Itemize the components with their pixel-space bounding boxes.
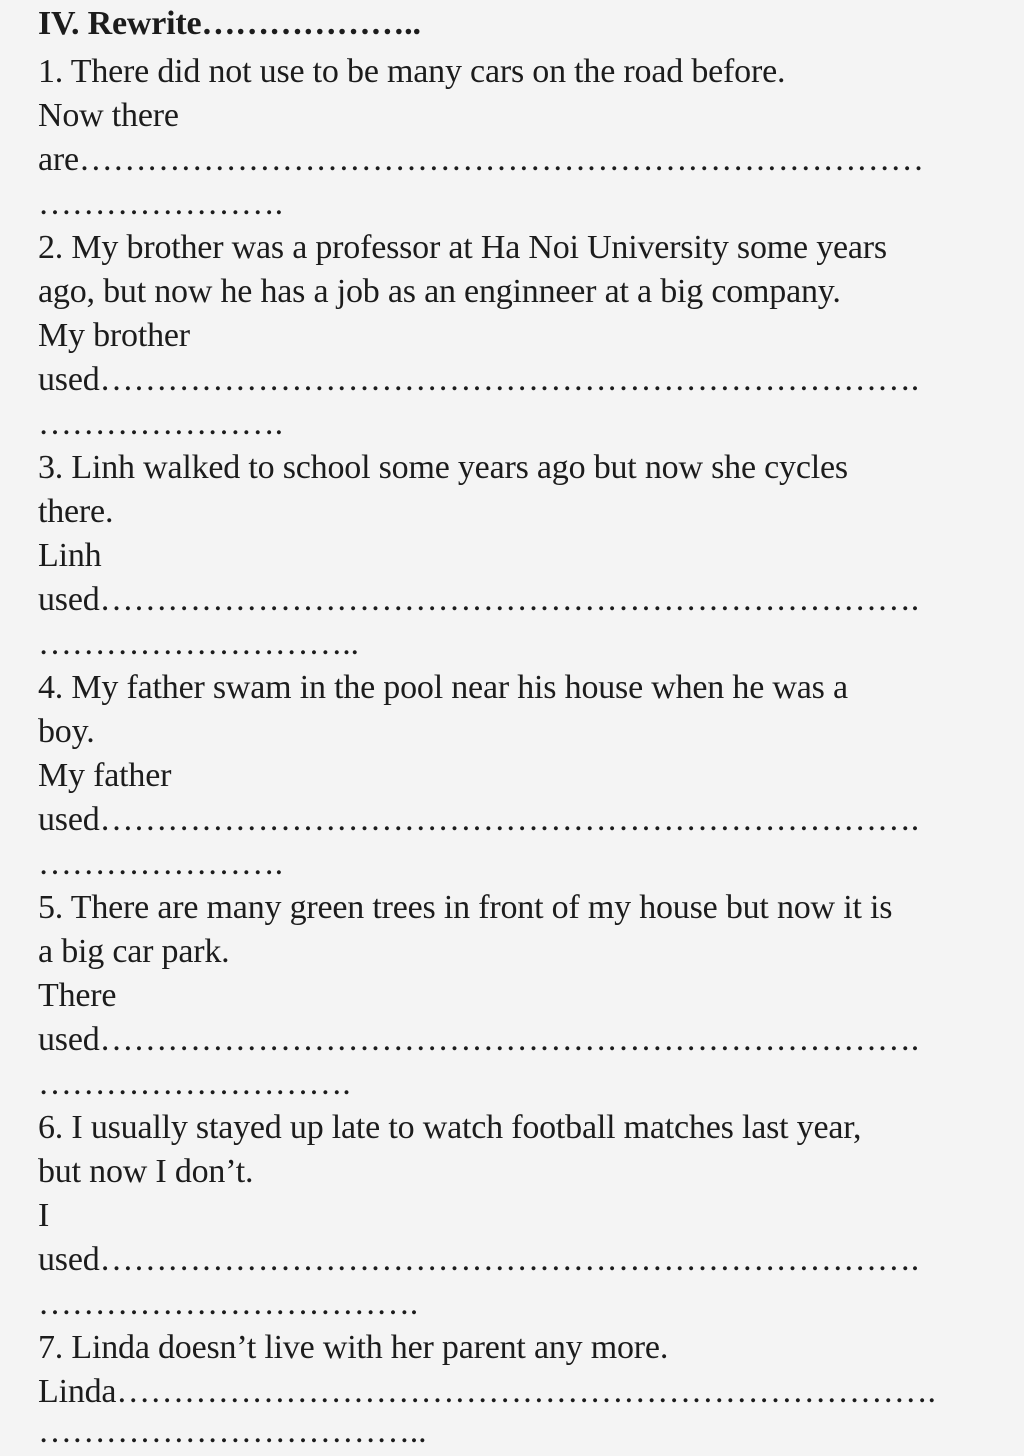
question-3-prompt-line-1: 3. Linh walked to school some years ago but now she cycles [38, 449, 848, 486]
question-3-prompt-line-2: there. [38, 493, 114, 530]
question-5-start: There [38, 977, 117, 1014]
question-6-answer-line-continued: ……………………………. [38, 1285, 419, 1322]
question-2-answer-line-continued: …………………. [38, 405, 283, 442]
question-7-prompt: 7. Linda doesn’t live with her parent any more. [38, 1329, 669, 1366]
question-2-answer-line: used………………………………………………………………. [38, 361, 920, 398]
question-6-start: I [38, 1197, 50, 1234]
question-2-prompt-line-1: 2. My brother was a professor at Ha Noi University some years [38, 229, 887, 266]
question-7-answer-line-continued: …………………………….. [38, 1413, 427, 1450]
question-5-prompt-line-1: 5. There are many green trees in front of my house but now it is [38, 889, 893, 926]
question-2-prompt-line-2: ago, but now he has a job as an enginneer at a big company. [38, 273, 841, 310]
question-1-answer-line: are………………………………………………………………… [38, 141, 924, 178]
question-2-start: My brother [38, 317, 190, 354]
question-4-answer-line-continued: …………………. [38, 845, 283, 882]
question-1-answer-line-continued: …………………. [38, 185, 283, 222]
question-6-prompt-line-1: 6. I usually stayed up late to watch football matches last year, [38, 1109, 862, 1146]
question-4-start: My father [38, 757, 172, 794]
question-7-answer-line: Linda………………………………………………………………. [38, 1373, 936, 1410]
question-3-answer-line: used………………………………………………………………. [38, 581, 920, 618]
question-4-prompt-line-1: 4. My father swam in the pool near his house when he was a [38, 669, 848, 706]
question-1-prompt: 1. There did not use to be many cars on the road before. [38, 53, 786, 90]
question-4-prompt-line-2: boy. [38, 713, 95, 750]
question-3-start: Linh [38, 537, 102, 574]
question-6-prompt-line-2: but now I don’t. [38, 1153, 254, 1190]
question-5-answer-line: used………………………………………………………………. [38, 1021, 920, 1058]
question-3-answer-line-continued: ……………………….. [38, 625, 359, 662]
question-6-answer-line: used………………………………………………………………. [38, 1241, 920, 1278]
question-5-answer-line-continued: ………………………. [38, 1065, 351, 1102]
question-1-start: Now there [38, 97, 179, 134]
section-heading: IV. Rewrite……………….. [38, 5, 421, 42]
question-4-answer-line: used………………………………………………………………. [38, 801, 920, 838]
question-5-prompt-line-2: a big car park. [38, 933, 230, 970]
